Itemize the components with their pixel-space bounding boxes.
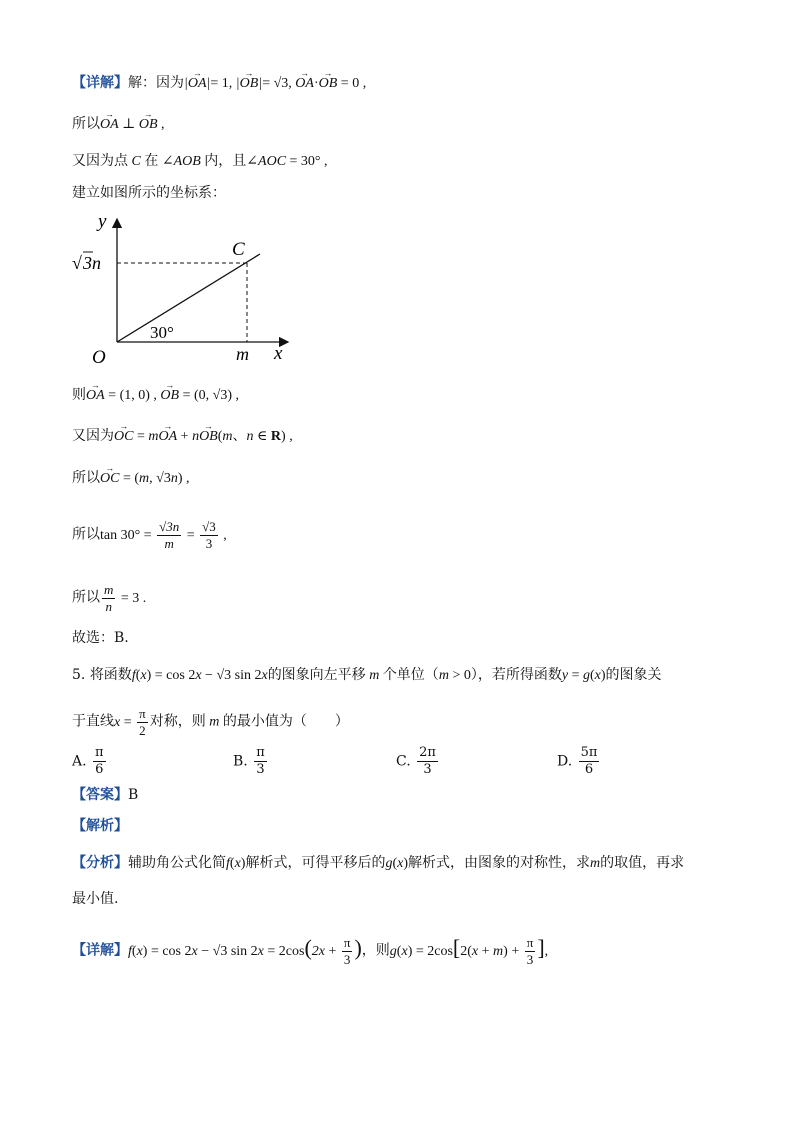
fenxi-tag: 【分析】 (72, 855, 128, 871)
detail-q5-tag: 【详解】 (72, 942, 128, 959)
line5-prefix: 则 (72, 387, 86, 403)
q5-line2-b: 对称，则 (149, 713, 206, 730)
detail-line-3: 又因为点 C 在 ∠AOB 内，且∠AOC = 30° , (72, 153, 328, 169)
analysis-tag: 【解析】 (72, 818, 128, 834)
fenxi-line-2: 最小值. (72, 891, 119, 907)
line8-prefix: 所以 (72, 526, 100, 543)
option-c-label: C. (396, 753, 411, 770)
q5-line2-c: 的最小值为（ ） (222, 713, 349, 730)
fenxi-c: 解析式，由图象的对称性，求 (408, 855, 591, 871)
fenxi-a: 辅助角公式化简 (128, 855, 226, 871)
detail-mid: ，则 (361, 942, 390, 959)
option-d-num: 5π (580, 745, 598, 760)
option-a-num: π (95, 745, 104, 760)
q5-text-d: ），若所得函数 (470, 667, 562, 683)
angle-label: 30° (150, 323, 174, 342)
coordinate-figure (64, 205, 304, 370)
detail-line-2 (72, 114, 165, 135)
line1-formula: |→ OA|= 1, |→ OB|= √3, → OA·→ OB = 0 , (184, 76, 366, 91)
option-b-num: π (256, 745, 265, 760)
point-c-label: C (232, 239, 245, 260)
q5-text-c: 个单位（ (382, 667, 439, 683)
sqrt3n-root: √ (72, 253, 82, 273)
answer-tag: 【答案】 (72, 787, 128, 803)
option-a[interactable] (72, 745, 108, 778)
question5-line2: 于直线x = $\frac{\pi}{2}$ 对称，则 m 的最小值为（ ） (72, 706, 349, 738)
option-b[interactable] (233, 745, 269, 778)
q5-text-b: 的图象向左平移 (267, 667, 366, 683)
line3-mid: 在 (144, 153, 159, 169)
line3-mid2: 内，且 (204, 153, 247, 169)
option-a-label: A. (72, 753, 87, 770)
line2-formula: → OA ⊥ → OB , (100, 117, 165, 132)
option-b-label: B. (233, 753, 248, 770)
line6-prefix: 又因为 (72, 428, 114, 444)
line7-prefix: 所以 (72, 470, 100, 486)
option-d-label: D. (557, 753, 573, 770)
detail-line-1 (72, 73, 366, 94)
line9-prefix: 所以 (72, 589, 100, 606)
answer-line (72, 785, 138, 805)
detail-q5-line: 【详解】f(x) = cos 2x − √3 sin 2x = 2cos(2x + $\frac{\pi}{3}$ )，则g(x) = 2cos[2(x + m) + $\frac{\pi}{3}$ ], (72, 934, 549, 967)
option-d[interactable] (557, 745, 601, 778)
detail-line-5: 则→ OA = (1, 0) , → OB = (0, √3) , (72, 385, 239, 406)
line3-prefix: 又因为点 (72, 153, 128, 169)
detail-tag: 【详解】 (72, 75, 128, 91)
y-label: y (98, 211, 107, 232)
m-label: m (236, 344, 249, 364)
question-number: 5. (72, 667, 86, 683)
analysis-line (72, 816, 128, 836)
detail-line-10: 故选：B. (72, 630, 129, 646)
fenxi-d: 的取值，再求 (600, 855, 685, 871)
ray-oc (117, 254, 260, 342)
q5-line2-a: 于直线 (72, 713, 114, 730)
line2-prefix: 所以 (72, 116, 100, 132)
q5-text-a: 将函数 (89, 667, 132, 683)
origin-label: O (92, 347, 106, 368)
sqrt3n-label: 3n (83, 253, 101, 273)
option-c-num: 2π (419, 745, 436, 760)
option-c-den: 3 (423, 762, 432, 777)
x-label: x (274, 343, 283, 364)
fenxi-line-1: 【分析】辅助角公式化简f(x)解析式，可得平移后的g(x)解析式，由图象的对称性，求m的取值，再求 (72, 855, 685, 871)
line1-prefix: 解：因为 (128, 75, 184, 91)
detail-line-9: 所以 $\frac{m}{n}$ = 3 . (72, 582, 147, 614)
answer-value: B (128, 787, 139, 803)
option-d-den: 6 (584, 762, 594, 777)
question5-line1: 5. 将函数f(x) = cos 2x − √3 sin 2x的图象向左平移 m 个单位（m > 0），若所得函数y = g(x)的图象关 (72, 667, 662, 683)
detail-line-7: 所以→ OC = (m, √3n) , (72, 468, 190, 489)
fenxi-b: 解析式，可得平移后的 (245, 855, 386, 871)
detail-line-6: 又因为→ OC = m→ OA + n→ OB(m、n ∈ R) , (72, 426, 293, 447)
detail-line-4: 建立如图所示的坐标系： (72, 185, 226, 201)
option-a-den: 6 (95, 762, 104, 777)
detail-line-8: 所以tan 30° = $\frac{√3n}{m}$ = $\frac{√3}{3}$ , (72, 519, 227, 551)
q5-text-e: 的图象关 (605, 667, 662, 683)
option-c[interactable] (396, 745, 440, 778)
option-b-den: 3 (256, 762, 265, 777)
